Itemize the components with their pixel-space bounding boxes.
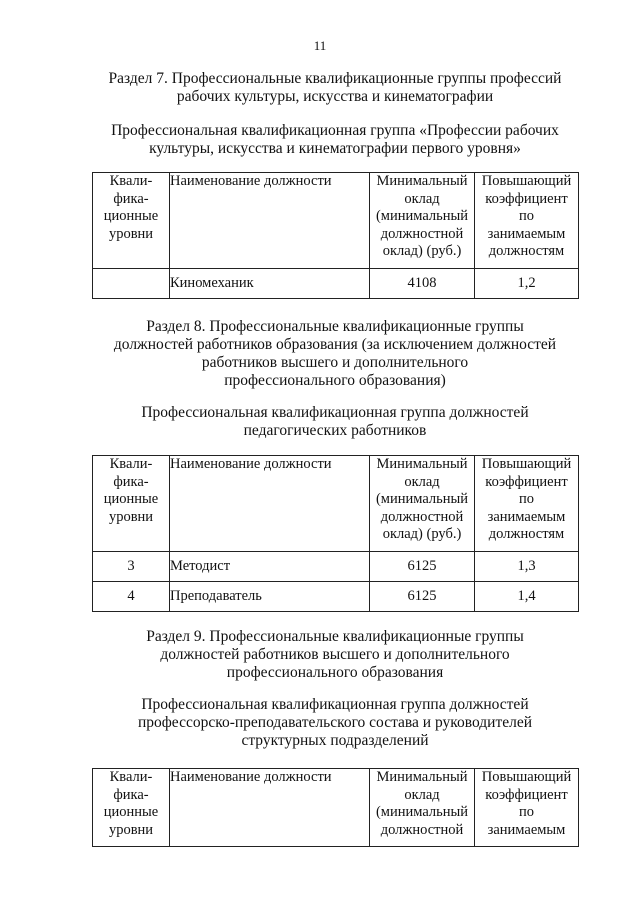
section-8-group-line: педагогических работников [243,422,427,439]
header-coefficient [475,173,579,269]
header-coef-line: Повышающий [481,173,572,189]
section-9-group-line: Профессиональная квалификационная группа должностей [141,696,529,713]
header-salary-line: оклад [404,190,440,207]
section-8-title-line: работников высшего и дополнительного [201,354,469,371]
header-level-line: уровни [108,508,154,525]
section-8-table [92,455,579,612]
section-7-group-line: культуры, искусства и кинематографии первого уровня» [149,140,521,157]
header-coef-line: Повышающий [481,769,572,785]
section-8-title-line: должностей работников образования (за исключением должностей [113,336,557,353]
header-level-line: Квали- [109,173,153,189]
header-salary-line: (минимальный [375,208,469,224]
header-salary-line: Минимальный [376,173,468,189]
cell-salary: 6125 [370,582,475,612]
header-coef-line: должностям [488,243,565,259]
section-7-group-line: Профессиональная квалификационная группа «Профессии рабочих [111,122,559,139]
header-level [93,173,170,269]
header-level [93,456,170,552]
header-coef-line: Повышающий [481,456,572,472]
header-level [93,769,170,847]
section-7-title-line: рабочих культуры, искусства и кинематографии [176,88,494,105]
section-8-title-line: Раздел 8. Профессиональные квалификационные группы [146,318,524,335]
header-salary-line: оклад) (руб.) [382,243,462,259]
section-9-table [92,768,579,847]
section-8-title-line: профессионального образования) [224,372,446,389]
header-salary-line: должностной [380,225,464,242]
header-level-line: ционные [103,208,159,224]
header-coef-line: коэффициент [485,786,568,803]
section-8-group-line: Профессиональная квалификационная группа должностей [141,404,529,421]
header-coef-line: занимаемым [487,225,566,242]
cell-position-name: Методист [170,552,370,582]
section-8-group-title [92,404,578,440]
cell-level: 4 [93,582,170,612]
header-level-line: Квали- [109,456,153,472]
section-9-group-line: структурных подразделений [241,732,429,749]
cell-coefficient: 1,2 [475,269,579,299]
header-coef-line: по [518,491,534,507]
header-position-name: Наименование должности [170,173,370,269]
header-position-name: Наименование должности [170,456,370,552]
header-level-line: Квали- [109,769,153,785]
cell-salary: 6125 [370,552,475,582]
section-8-title [92,318,578,390]
section-7-group-title [92,122,578,158]
cell-level [93,269,170,299]
cell-coefficient: 1,4 [475,582,579,612]
header-salary [370,456,475,552]
header-coef-line: по [518,208,534,224]
header-level-line: фика- [113,473,149,490]
header-level-line: фика- [113,786,149,803]
section-7-title-line: Раздел 7. Профессиональные квалификационные группы профессий [108,70,562,87]
header-salary-line: оклад) (руб.) [382,526,462,542]
cell-coefficient: 1,3 [475,552,579,582]
cell-position-name: Преподаватель [170,582,370,612]
header-level-line: уровни [108,225,154,242]
header-coef-line: коэффициент [485,190,568,207]
header-salary-line: Минимальный [376,456,468,472]
header-salary-line: (минимальный [375,491,469,507]
table-header-row [93,173,579,269]
cell-level: 3 [93,552,170,582]
header-coef-line: занимаемым [487,508,566,525]
header-level-line: уровни [108,821,154,838]
cell-position-name: Киномеханик [170,269,370,299]
header-coef-line: по [518,804,534,820]
section-9-title-line: Раздел 9. Профессиональные квалификационные группы [146,628,524,645]
table-row [93,582,579,612]
section-9-title-line: профессионального образования [226,664,444,681]
section-7-table [92,172,579,299]
section-9-group-title [92,696,578,750]
header-coef-line: занимаемым [487,821,566,838]
header-salary-line: (минимальный [375,804,469,820]
header-salary-line: должностной [380,821,464,838]
header-level-line: ционные [103,804,159,820]
header-salary-line: Минимальный [376,769,468,785]
header-salary [370,173,475,269]
header-salary-line: оклад [404,786,440,803]
header-salary-line: должностной [380,508,464,525]
section-9-title [92,628,578,682]
table-row [93,269,579,299]
cell-salary: 4108 [370,269,475,299]
section-9-title-line: должностей работников высшего и дополнительного [160,646,510,663]
header-coefficient [475,769,579,847]
table-header-row [93,456,579,552]
header-coefficient [475,456,579,552]
header-level-line: фика- [113,190,149,207]
header-salary [370,769,475,847]
header-level-line: ционные [103,491,159,507]
header-coef-line: должностям [488,526,565,542]
page-number: 11 [313,38,327,53]
section-9-group-line: профессорско-преподавательского состава и руководителей [137,714,533,731]
table-row [93,552,579,582]
header-coef-line: коэффициент [485,473,568,490]
section-7-title [92,70,578,106]
header-position-name: Наименование должности [170,769,370,847]
header-salary-line: оклад [404,473,440,490]
table-header-row [93,769,579,847]
